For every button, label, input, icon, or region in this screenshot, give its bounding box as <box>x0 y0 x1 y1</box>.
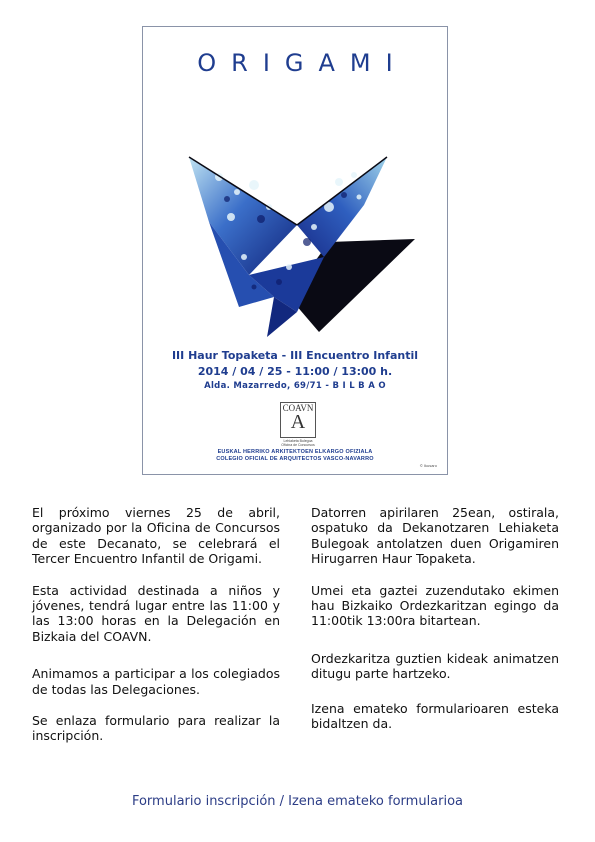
org-name-spanish: COLEGIO OFICIAL DE ARQUITECTOS VASCO-NAVARRO <box>216 456 374 462</box>
event-date-time: 2014 / 04 / 25 - 11:00 / 13:00 h. <box>197 365 393 378</box>
spanish-paragraph-1: El próximo viernes 25 de abril, organizado por la Oficina de Concursos de este Decanato, se celebrará el Tercer Encuentro Infantil de Origami. <box>32 505 280 567</box>
basque-text-column <box>311 505 559 731</box>
poster-title: ORIGAMI <box>197 49 408 77</box>
image-credit: © Ikusaro <box>419 463 437 468</box>
registration-form-link[interactable]: Formulario inscripción / Izena emateko formularioa <box>131 794 464 809</box>
event-address: Alda. Mazarredo, 69/71 - B I L B A O <box>204 381 386 391</box>
spanish-text-column <box>32 505 280 744</box>
logo-subtitle: Lehiaketa Bulegoa Oficina de Concursos <box>281 439 315 447</box>
basque-paragraph-1: Datorren apirilaren 25ean, ostirala, ospatuko da Dekanotzaren Lehiaketa Bulegoak antolatzen duen Origamiren Hirugarren Haur Topaketa. <box>311 505 559 567</box>
spanish-paragraph-4: Se enlaza formulario para realizar la inscripción. <box>32 713 280 744</box>
event-name: III Haur Topaketa - III Encuentro Infantil <box>171 349 419 362</box>
basque-paragraph-4: Izena emateko formularioaren esteka bidaltzen da. <box>311 700 559 732</box>
basque-paragraph-2: Umei eta gaztei zuzendutako ekimen hau Bizkaiko Ordezkaritzan egingo da 11:00tik 13:00ra bitartean. <box>311 582 559 629</box>
basque-paragraph-3: Ordezkaritza guztien kideak animatzen ditugu parte hartzeko. <box>311 650 559 682</box>
spanish-paragraph-3: Animamos a participar a los colegiados de todas las Delegaciones. <box>32 666 280 697</box>
origami-butterfly-illustration <box>179 147 415 343</box>
coavn-logo: COAVN A <box>280 402 316 438</box>
event-poster <box>142 26 448 475</box>
org-name-basque: EUSKAL HERRIKO ARKITEKTOEN ELKARGO OFIZIALA <box>217 449 373 455</box>
spanish-paragraph-2: Esta actividad destinada a niños y jóvenes, tendrá lugar entre las 11:00 y las 13:00 horas en la Delegación en Bizkaia del COAVN. <box>32 582 280 644</box>
